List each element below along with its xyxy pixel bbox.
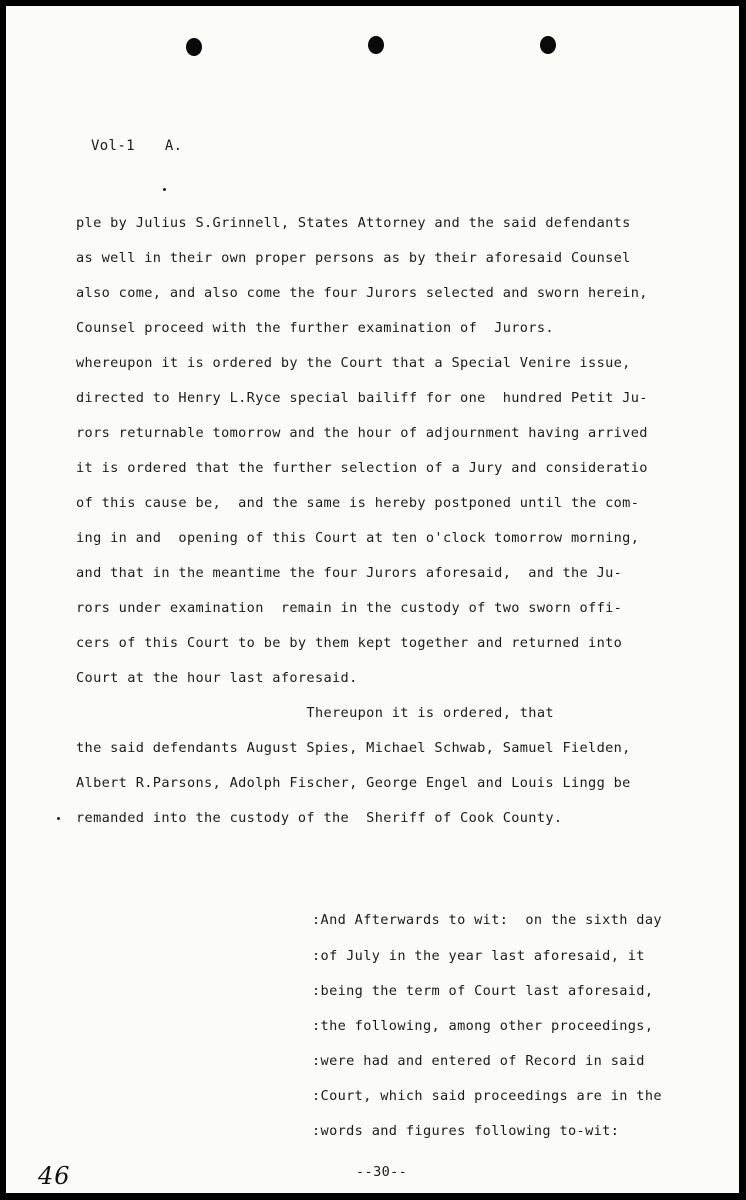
body-line: directed to Henry L.Ryce special bailiff for one hundred Petit Ju- [76, 390, 648, 406]
body-line: cers of this Court to be by them kept together and returned into [76, 635, 623, 651]
punch-hole-left [186, 38, 202, 56]
body-line: of this cause be, and the same is hereby postponed until the com- [76, 495, 640, 511]
body-line: ing in and opening of this Court at ten o'clock tomorrow morning, [76, 530, 640, 546]
body-line: Counsel proceed with the further examination of Jurors. [76, 320, 554, 336]
body-line: rors under examination remain in the custody of two sworn offi- [76, 600, 623, 616]
recital-line: :the following, among other proceedings, [312, 1018, 654, 1034]
body-line: rors returnable tomorrow and the hour of adjournment having arrived [76, 425, 648, 441]
body-line: and that in the meantime the four Jurors aforesaid, and the Ju- [76, 565, 623, 581]
document-page [6, 6, 739, 1193]
stray-mark [163, 188, 166, 191]
body-line: it is ordered that the further selection of a Jury and consideratio [76, 460, 648, 476]
page-header [91, 138, 212, 154]
body-line: Thereupon it is ordered, that [76, 705, 554, 721]
page-number: --30-- [356, 1164, 408, 1180]
body-line: Court at the hour last aforesaid. [76, 670, 358, 686]
body-line: Albert R.Parsons, Adolph Fischer, George Engel and Louis Lingg be [76, 775, 631, 791]
punch-hole-center [368, 36, 384, 54]
recital-line: :words and figures following to-wit: [312, 1123, 620, 1139]
recital-line: :And Afterwards to wit: on the sixth day [312, 912, 662, 928]
volume-label: Vol-1 [91, 138, 135, 154]
body-line: the said defendants August Spies, Michael Schwab, Samuel Fielden, [76, 740, 631, 756]
handwritten-folio-number: 46 [38, 1162, 71, 1190]
recital-line: :were had and entered of Record in said [312, 1053, 645, 1069]
body-line: also come, and also come the four Jurors selected and sworn herein, [76, 285, 648, 301]
stray-mark [57, 817, 60, 820]
recital-line: :of July in the year last aforesaid, it [312, 948, 645, 964]
punch-hole-right [540, 36, 556, 54]
recital-line: :being the term of Court last aforesaid, [312, 983, 654, 999]
body-line: as well in their own proper persons as by their aforesaid Counsel [76, 250, 631, 266]
body-line: whereupon it is ordered by the Court that a Special Venire issue, [76, 355, 631, 371]
section-letter: A. [164, 138, 183, 154]
body-line: remanded into the custody of the Sheriff of Cook County. [76, 810, 563, 826]
body-line: ple by Julius S.Grinnell, States Attorney and the said defendants [76, 215, 631, 231]
recital-line: :Court, which said proceedings are in the [312, 1088, 662, 1104]
